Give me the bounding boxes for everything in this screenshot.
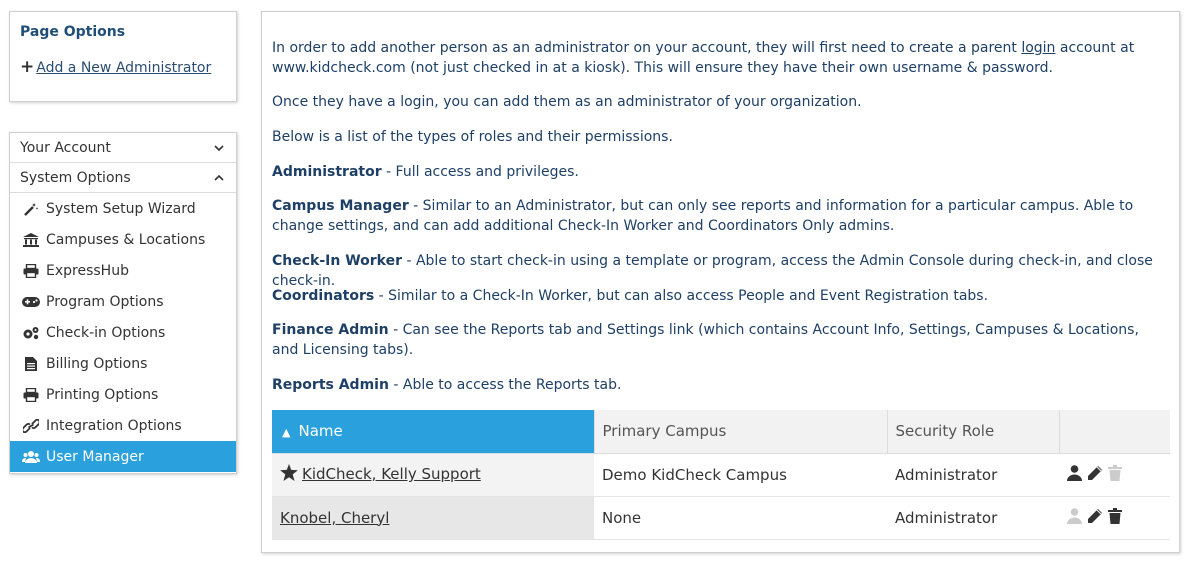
role-campus-manager bbox=[272, 196, 1167, 236]
intro-paragraph bbox=[272, 38, 1167, 78]
role-name: Campus Manager bbox=[272, 198, 409, 214]
nav-your-account-label: Your Account bbox=[20, 139, 111, 156]
role-name: Check-In Worker bbox=[272, 253, 403, 269]
nav-item-check-in-options[interactable] bbox=[10, 317, 236, 348]
delete-trash-icon[interactable] bbox=[1108, 508, 1122, 528]
nav-item-system-setup-wizard[interactable] bbox=[10, 193, 236, 224]
nav-item-label: Integration Options bbox=[46, 417, 182, 434]
role-cell: Administrator bbox=[887, 453, 1059, 496]
role-desc: - Can see the Reports tab and Settings link (which contains Account Info, Settings, Campuses & Locations, and Licensing tabs). bbox=[272, 322, 1139, 358]
edit-pencil-icon[interactable] bbox=[1087, 508, 1103, 528]
page-options-panel bbox=[9, 11, 237, 102]
users-table bbox=[272, 410, 1170, 540]
page-options-title: Page Options bbox=[20, 24, 126, 40]
nav-item-label: Check-in Options bbox=[46, 324, 166, 341]
add-administrator-link[interactable] bbox=[20, 59, 211, 76]
settings-nav bbox=[9, 132, 237, 474]
name-cell bbox=[272, 496, 594, 539]
nav-item-label: Printing Options bbox=[46, 386, 159, 403]
nav-system-options[interactable] bbox=[10, 163, 236, 193]
column-header-name[interactable] bbox=[272, 410, 594, 453]
role-desc: - Full access and privileges. bbox=[381, 164, 579, 180]
nav-item-label: Campuses & Locations bbox=[46, 231, 206, 248]
role-name: Finance Admin bbox=[272, 322, 389, 338]
column-header-label: Name bbox=[298, 422, 343, 441]
column-header-actions bbox=[1059, 410, 1170, 453]
nav-item-user-manager[interactable] bbox=[10, 441, 236, 472]
intro-text: In order to add another person as an administrator on your account, they will first need to create a parent bbox=[272, 40, 1022, 56]
user-name-link[interactable]: Knobel, Cheryl bbox=[280, 508, 390, 527]
nav-item-printing-options[interactable] bbox=[10, 379, 236, 410]
users-icon bbox=[22, 450, 40, 464]
role-coordinators bbox=[272, 286, 1167, 306]
role-desc: - Able to access the Reports tab. bbox=[388, 377, 622, 393]
bank-icon bbox=[22, 233, 40, 247]
campus-cell: None bbox=[594, 496, 887, 539]
login-link[interactable]: login bbox=[1021, 40, 1056, 56]
nav-item-label: User Manager bbox=[46, 448, 144, 465]
edit-pencil-icon[interactable] bbox=[1087, 465, 1103, 485]
column-header-security-role[interactable] bbox=[887, 410, 1059, 453]
role-desc: - Able to start check-in using a template or program, access the Admin Console during check-in, and close check-in. bbox=[272, 253, 1153, 289]
campus-cell: Demo KidCheck Campus bbox=[594, 453, 887, 496]
table-row bbox=[272, 496, 1170, 539]
nav-system-options-label: System Options bbox=[20, 169, 131, 186]
column-header-primary-campus[interactable] bbox=[594, 410, 887, 453]
printer-icon bbox=[22, 264, 40, 278]
nav-item-program-options[interactable] bbox=[10, 286, 236, 317]
user-profile-icon[interactable] bbox=[1067, 465, 1082, 485]
intro-text: account at bbox=[1055, 40, 1135, 56]
role-name: Coordinators bbox=[272, 288, 375, 304]
user-manager-content bbox=[261, 11, 1180, 553]
column-header-label: Security Role bbox=[895, 422, 995, 441]
nav-item-label: Billing Options bbox=[46, 355, 148, 372]
user-profile-icon bbox=[1067, 508, 1082, 528]
nav-item-expresshub[interactable] bbox=[10, 255, 236, 286]
nav-item-label: System Setup Wizard bbox=[46, 200, 196, 217]
role-finance-admin bbox=[272, 320, 1167, 360]
star-icon bbox=[280, 464, 298, 485]
chevron-down-icon bbox=[212, 141, 226, 155]
sort-ascending-icon: ▲ bbox=[282, 426, 291, 440]
nav-item-campuses-locations[interactable] bbox=[10, 224, 236, 255]
delete-trash-icon bbox=[1108, 465, 1122, 485]
name-cell bbox=[272, 453, 594, 496]
document-icon bbox=[22, 357, 40, 371]
role-name: Reports Admin bbox=[272, 377, 389, 393]
role-desc: - Similar to a Check-In Worker, but can also access People and Event Registration tabs. bbox=[374, 288, 989, 304]
printer-icon bbox=[22, 388, 40, 402]
table-row bbox=[272, 453, 1170, 496]
actions-cell bbox=[1059, 453, 1170, 496]
actions-cell bbox=[1059, 496, 1170, 539]
nav-item-label: Program Options bbox=[46, 293, 164, 310]
nav-item-billing-options[interactable] bbox=[10, 348, 236, 379]
gamepad-icon bbox=[22, 295, 40, 309]
role-reports-admin bbox=[272, 375, 1167, 395]
cogs-icon bbox=[22, 326, 40, 340]
add-administrator-label: Add a New Administrator bbox=[36, 59, 212, 76]
chevron-up-icon bbox=[212, 171, 226, 185]
roles-intro: Below is a list of the types of roles and their permissions. bbox=[272, 129, 673, 145]
magic-wand-icon bbox=[22, 202, 40, 216]
role-cell: Administrator bbox=[887, 496, 1059, 539]
link-icon bbox=[22, 419, 40, 433]
role-desc: - Similar to an Administrator, but can only see reports and information for a particular campus. Able to change settings, and can add additional Check-In Worker and Coordinators Only admins. bbox=[272, 198, 1134, 234]
nav-item-integration-options[interactable] bbox=[10, 410, 236, 441]
column-header-label: Primary Campus bbox=[602, 422, 727, 441]
role-check-in-worker bbox=[272, 251, 1167, 291]
user-name-link[interactable]: KidCheck, Kelly Support bbox=[302, 465, 481, 483]
role-name: Administrator bbox=[272, 164, 382, 180]
nav-item-label: ExpressHub bbox=[46, 262, 129, 279]
plus-icon: + bbox=[20, 57, 35, 77]
nav-your-account[interactable] bbox=[10, 133, 236, 163]
role-administrator bbox=[272, 162, 1167, 182]
intro-text: www.kidcheck.com (not just checked in at a kiosk). This will ensure they have their own username & password. bbox=[272, 60, 1053, 76]
intro-login-note: Once they have a login, you can add them as an administrator of your organization. bbox=[272, 94, 862, 110]
table-header-row bbox=[272, 410, 1170, 453]
